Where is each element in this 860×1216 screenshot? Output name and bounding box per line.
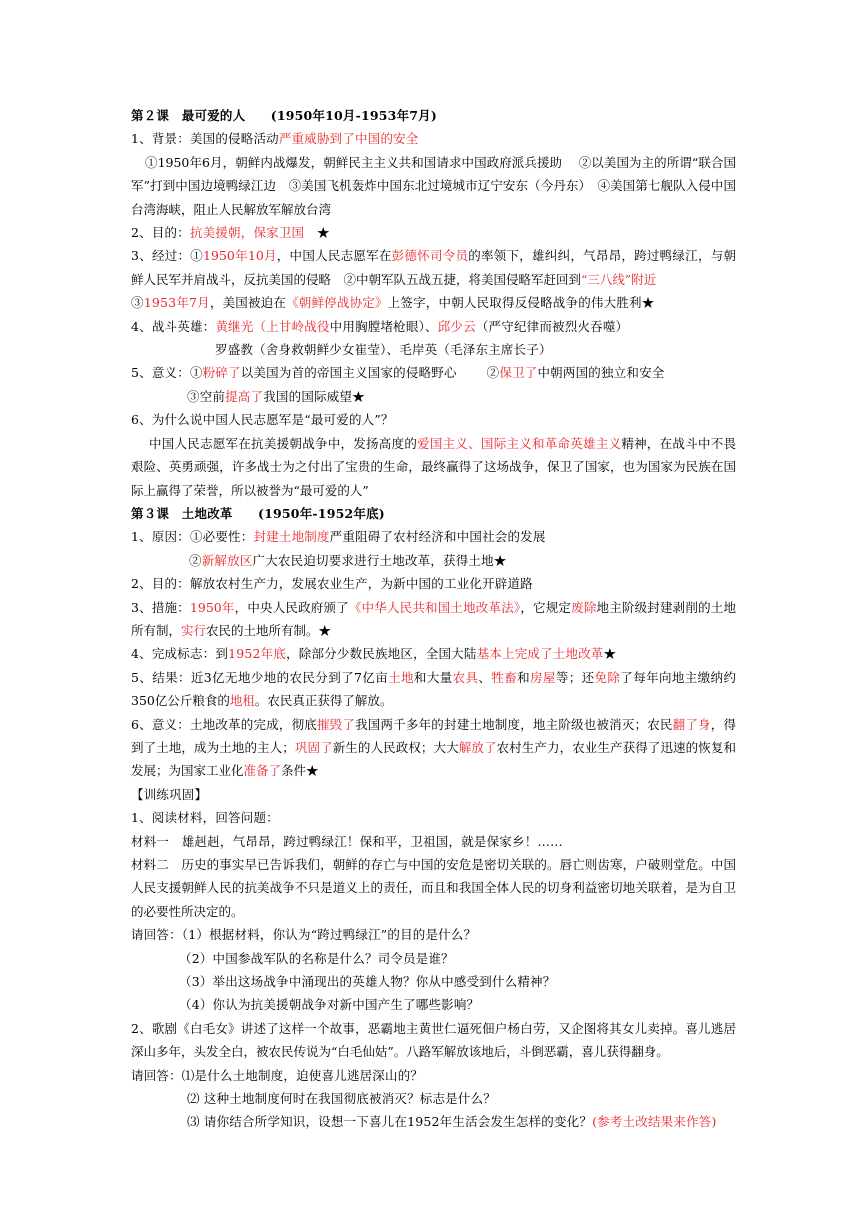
training-q1: 1、阅读材料，回答问题：: [131, 810, 279, 826]
training-title: 【训练巩固】: [131, 786, 208, 802]
training-ask-3: （3）举出这场战争中涌现出的英雄人物？你从中感受到什么精神？: [179, 974, 556, 990]
lesson3-goal: 2、目的：解放农村生产力，发展农业生产，为新中国的工业化开辟道路: [131, 576, 533, 592]
lesson2-significance-3: ③空前提高了我国的国际威望★: [187, 388, 365, 404]
training-ask-4: （4）你认为抗美援朝战争对新中国产生了哪些影响？: [179, 997, 480, 1013]
lesson2-goal: 2、目的：抗美援朝，保家卫国 ★: [131, 225, 330, 241]
lesson2-background-points: ①1950年6月，朝鲜内战爆发，朝鲜民主主义共和国请求中国政府派兵援助 ②以美国为主的所谓“联合国军”打到中国边境鸭绿江边 ③美国飞机轰炸中国东北过境城市辽宁安东（今丹东） ④美国第七舰队入侵中国台湾海峡，阻止人民解放军解放台湾: [131, 154, 736, 217]
lesson2-heroes: 4、战斗英雄：黄继光（上甘岭战役中用胸膛堵枪眼）、邱少云（严守纪律而被烈火吞噬）: [131, 318, 629, 334]
lesson3-results: 5、结果：近3亿无地少地的农民分到了7亿亩土地和大量农具、牲畜和房屋等；还免除了每年向地主缴纳约350亿公斤粮食的地租。农民真正获得了解放。: [131, 669, 736, 709]
lesson3-completion: 4、完成标志：到1952年底，除部分少数民族地区，全国大陆基本上完成了土地改革★: [131, 646, 617, 662]
lesson2-why-answer: 中国人民志愿军在抗美援朝战争中，发扬高度的爱国主义、国际主义和革命英雄主义精神，在战斗中不畏艰险、英勇顽强，许多战士为之付出了宝贵的生命，最终赢得了这场战争，保卫了国家，也为国家为民族在国际上赢得了荣誉，所以被誉为“最可爱的人”: [131, 435, 736, 498]
training-ask-6: ⑵ 这种土地制度何时在我国彻底被消灭？标志是什么？: [187, 1091, 496, 1107]
training-q2: 2、歌剧《白毛女》讲述了这样一个故事，恶霸地主黄世仁逼死佃户杨白劳，又企图将其女儿卖掉。喜儿逃居深山多年，头发全白，被农民传说为“白毛仙姑”。八路军解放该地后，斗倒恶霸，喜儿获得翻身。: [131, 1020, 736, 1060]
lesson3-significance: 6、意义：土地改革的完成，彻底摧毁了我国两千多年的封建土地制度，地主阶级也被消灭；农民翻了身，得到了土地，成为土地的主人；巩固了新生的人民政权；大大解放了农村生产力，农业生产获得了迅速的恢复和发展；为国家工业化准备了条件★: [131, 716, 736, 779]
lesson3-cause-2: ②新解放区广大农民迫切要求进行土地改革，获得土地★: [189, 552, 507, 568]
lesson2-process-3: ③1953年7月，美国被迫在《朝鲜停战协定》上签字，中朝人民取得反侵略战争的伟大胜利★: [131, 295, 655, 311]
lesson2-title: 第２课 最可爱的人 (1950年10月-1953年7月): [131, 108, 437, 123]
training-ask-5: 请回答：⑴是什么土地制度，迫使喜儿逃居深山的？: [131, 1067, 424, 1083]
training-material-1: 材料一 雄赳赳，气昂昂，跨过鸭绿江！保和平，卫祖国，就是保家乡！……: [131, 833, 563, 849]
lesson3-measures: 3、措施：1950年，中央人民政府颁了《中华人民共和国土地改革法》，它规定废除地主阶级封建剥削的土地所有制，实行农民的土地所有制。★: [131, 599, 736, 638]
lesson3-cause: 1、原因：①必要性：封建土地制度严重阻碍了农村经济和中国社会的发展: [131, 529, 546, 545]
lesson2-significance: 5、意义：①粉碎了以美国为首的帝国主义国家的侵略野心 ②保卫了中朝两国的独立和安全: [131, 365, 665, 381]
training-material-2: 材料二 历史的事实早已告诉我们，朝鲜的存亡与中国的安危是密切关联的。唇亡则齿寒，户破则堂危。中国人民支援朝鲜人民的抗美战争不只是道义上的责任，而且和我国全体人民的切身利益密切地关联着，是为自卫的必要性所决定的。: [131, 857, 736, 919]
document-page: [131, 104, 736, 1134]
lesson2-process: 3、经过：①1950年10月，中国人民志愿军在彭德怀司令员的率领下，雄纠纠，气昂昂，跨过鸭绿江，与朝鲜人民军并肩战斗，反抗美国的侵略 ②中朝军队五战五捷，将美国侵略军赶回到“三八线”附近: [131, 248, 736, 287]
lesson2-why-question: 6、为什么说中国人民志愿军是“最可爱的人”？: [131, 412, 394, 428]
lesson3-title: 第３课 土地改革 (1950年-1952年底): [131, 505, 385, 521]
lesson2-background: 1、背景：美国的侵略活动严重威胁到了中国的安全: [131, 131, 419, 147]
lesson2-heroes-2: 罗盛教（舍身救朝鲜少女崔莹）、毛岸英（毛泽东主席长子）: [215, 342, 552, 358]
training-ask-1: 请回答：（1）根据材料，你认为“跨过鸭绿江”的目的是什么？: [131, 927, 477, 943]
training-ask-7: ⑶ 请你结合所学知识，设想一下喜儿在1952年生活会发生怎样的变化？(参考土改结果来作答): [187, 1114, 717, 1130]
training-ask-2: （2）中国参战军队的名称是什么？司令员是谁？: [179, 950, 454, 966]
